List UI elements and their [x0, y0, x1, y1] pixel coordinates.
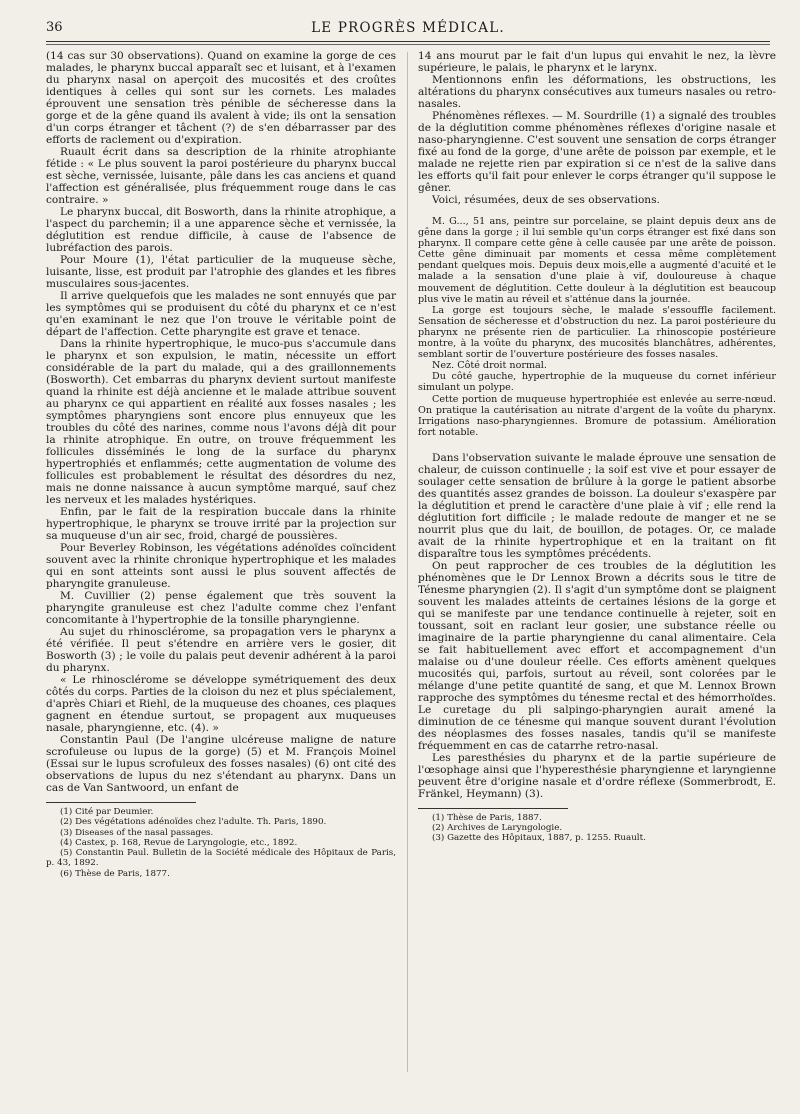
- footnote: (3) Gazette des Hôpitaux, 1887, p. 1255. Ruault.: [432, 833, 646, 844]
- paragraph: Dans la rhinite hypertrophique, le muco-pus s'accumule dans le pharynx et son expulsion, le matin, nécessite un effort considérable de la part du malade, qui a des graillonnements (Bosworth). Cet embarras du pharynx devient surtout manifeste quand la rhinite est déjà ancienne et le malade attribue souvent au pharynx ce qui appartient en réalité aux fosses nasales ; les symptômes pharyngiens sont encore plus ennuyeux que les troubles du côté des narines, comme nous l'avons déjà dit pour la rhinite atrophique. En outre, on trouve fréquemment les follicules disséminés le long de la surface du pharynx hypertrophiés et enflammés; cette augmentation de volume des follicules est probablement le résultat des désordres du nez, mais ne donne naissance à aucun symptôme marqué, sauf chez les nerveux et les malades hystériques.: [46, 338, 396, 506]
- paragraph: Constantin Paul (De l'angine ulcéreuse maligne de nature scrofuleuse ou lupus de la gorge) (5) et M. François Moinel (Essai sur le lupus scrofuleux des fosses nasales) (6) ont cité des observations de lupus du nez s'étendant au pharynx. Dans un cas de Van Santwoord, un enfant de: [46, 734, 396, 794]
- paragraph: Les paresthésies du pharynx et de la partie supérieure de l'œsophage ainsi que l'hyperesthésie pharyngienne et laryngienne peuvent être d'origine nasale et d'ordre réflexe (Sommerbrodt, E. Fränkel, Heymann) (3).: [418, 751, 776, 800]
- running-title: LE PROGRÈS MÉDICAL.: [311, 20, 505, 36]
- spacer: [418, 206, 776, 216]
- footnote: (5) Constantin Paul. Bulletin de la Société médicale des Hôpitaux de Paris, p. 43, 1892.: [46, 848, 396, 869]
- paragraph: M. Cuvillier (2) pense également que très souvent la pharyngite granuleuse est chez l'adulte comme chez l'enfant concomitante à l'hypertrophie de la tonsille pharyngienne.: [46, 590, 396, 626]
- header-rule-thin: [46, 44, 770, 45]
- page-number: 36: [46, 20, 63, 35]
- column-separator: [407, 52, 408, 1072]
- footnote: (1) Thèse de Paris, 1887.: [432, 812, 542, 823]
- observation-paragraph: Du côté gauche, hypertrophie de la muqueuse du cornet inférieur simulant un polype.: [418, 371, 776, 394]
- paragraph: On peut rapprocher de ces troubles de la déglutition les phénomènes que le Dr Lennox Brown a décrits sous le titre de Ténesme pharyngien (2). Il s'agit d'un symptôme dont se plaignent souvent les malades atteints de certaines lésions de la gorge et qui se manifeste par une tendance continuelle à rejeter, soit en toussant, soit en raclant leur gosier, une substance réelle ou imaginaire de la partie pharyngienne du canal alimentaire. Cela se fait habituellement avec effort et accompagnement d'un malaise ou d'une douleur réelle. Ces efforts amènent quelques mucosités qui, parfois, surtout au réveil, sont colorées par le mélange d'une petite quantité de sang, et que M. Lennox Brown rapproche des symptômes du ténesme rectal et des hémorrhoïdes. Le curetage du pli salpingo-pharyngien aurait amené la diminution de ce ténesme qui manque souvent durant l'évolution des néoplasmes des fosses nasales, tandis qu'il se manifeste fréquemment en cas de catarrhe retro-nasal.: [418, 559, 776, 752]
- case-observation: [418, 216, 776, 438]
- footnote: (4) Castex, p. 168, Revue de Laryngologie, etc., 1892.: [60, 837, 298, 848]
- paragraph: Dans l'observation suivante le malade éprouve une sensation de chaleur, de cuisson continuelle ; la soif est vive et pour essayer de soulager cette sensation de brûlure à la gorge le patient absorbe des quantités assez grandes de boisson. La douleur s'exaspère par la déglutition et prend le caractère d'une plaie à vif ; elle rend la déglutition fort difficile ; le malade redoute de manger et ne se nourrit plus que du lait, de bouillon, de potages. Or, ce malade avait de la rhinite hypertrophique et en la traitant on fit disparaître tous les symptômes précédents.: [418, 451, 776, 560]
- paragraph: Phénomènes réflexes. — M. Sourdrille (1) a signalé des troubles de la déglutition comme phénomènes réflexes d'origine nasale et naso-pharyngienne. C'est souvent une sensation de corps étranger fixé au fond de la gorge, d'une arête de poisson par exemple, et le malade ne rejette rien par expiration si ce n'est de la salive dans les efforts qu'il fait pour enlever le corps étranger qu'il suppose le gêner.: [418, 110, 776, 194]
- footnote-rule: [418, 808, 568, 809]
- paragraph: « Le rhinosclérome se développe symétriquement des deux côtés du corps. Parties de la cloison du nez et plus spécialement, d'après Chiari et Riehl, de la muqueuse des choanes, ces plaques gagnent en étendue surtout, se propagent aux muqueuses nasale, pharyngienne, etc. (4). »: [46, 674, 396, 734]
- paragraph: Le pharynx buccal, dit Bosworth, dans la rhinite atrophique, a l'aspect du parchemin; il a une apparence sèche et vernissée, la déglutition est rendue difficile, à cause de l'absence de lubréfaction des parois.: [46, 206, 396, 254]
- paragraph: Pour Moure (1), l'état particulier de la muqueuse sèche, luisante, lisse, est produit par l'atrophie des glandes et les fibres musculaires sous-jacentes.: [46, 254, 396, 290]
- footnote: (3) Diseases of the nasal passages.: [60, 827, 214, 838]
- paragraph: Enfin, par le fait de la respiration buccale dans la rhinite hypertrophique, le pharynx se trouve irrité par la projection sur sa muqueuse d'un air sec, froid, chargé de poussières.: [46, 506, 396, 542]
- observation-paragraph: M. G..., 51 ans, peintre sur porcelaine, se plaint depuis deux ans de gêne dans la gorge ; il lui semble qu'un corps étranger est fixé dans son pharynx. Il compare cette gêne à celle causée par une arête de poisson. Cette gêne diminuait par moments et cessa même complètement pendant quelques mois. Depuis deux mois,elle a augmenté d'acuité et le malade a la sensation d'une plaie à vif, douloureuse à chaque mouvement de déglutition. Cette douleur à la déglutition est beaucoup plus vive le matin au réveil et s'atténue dans la journée.: [418, 216, 776, 305]
- paragraph: 14 ans mourut par le fait d'un lupus qui envahit le nez, la lèvre supérieure, le palais, le pharynx et le larynx.: [418, 50, 776, 74]
- header-rule: [46, 41, 770, 42]
- left-column: [46, 50, 396, 879]
- observation-paragraph: La gorge est toujours sèche, le malade s'essouffle facilement. Sensation de sécheresse et d'obstruction du nez. La paroi postérieure du pharynx ne présente rien de particulier. La rhinoscopie postérieure montre, à la voûte du pharynx, des mucosités blanchâtres, adhérentes, semblant sortir de l'ouverture postérieure des fosses nasales.: [418, 304, 776, 361]
- paragraph: Ruault écrit dans sa description de la rhinite atrophiante fétide : « Le plus souvent la paroi postérieure du pharynx buccal est sèche, vernissée, luisante, pâle dans les cas anciens et quand l'affection est généralisée, plus fréquemment rouge dans le cas contraire. »: [46, 146, 396, 206]
- right-column: [418, 50, 776, 844]
- footnote: (2) Des végétations adénoïdes chez l'adulte. Th. Paris, 1890.: [60, 817, 327, 828]
- spacer: [418, 438, 776, 452]
- footnote: (2) Archives de Laryngologie.: [432, 823, 563, 834]
- paragraph: Il arrive quelquefois que les malades ne sont ennuyés que par les symptômes qui se produisent du côté du pharynx et ce n'est qu'en examinant le nez que l'on trouve le véritable point de départ de l'affection. Cette pharyngite est grave et tenace.: [46, 290, 396, 338]
- paragraph: Au sujet du rhinosclérome, sa propagation vers le pharynx a été vérifiée. Il peut s'étendre en arrière vers le gosier, dit Bosworth (3) ; le voile du palais peut devenir adhérent à la paroi du pharynx.: [46, 626, 396, 674]
- page-header: [46, 20, 770, 40]
- footnote-rule: [46, 802, 196, 803]
- observation-paragraph: Cette portion de muqueuse hypertrophiée est enlevée au serre-nœud. On pratique la cautérisation au nitrate d'argent de la voûte du pharynx. Irrigations naso-pharyngiennes. Bromure de potassium. Amélioration fort notable.: [418, 393, 776, 438]
- paragraph: Mentionnons enfin les déformations, les obstructions, les altérations du pharynx consécutives aux tumeurs nasales ou retro-nasales.: [418, 74, 776, 110]
- footnote: (6) Thèse de Paris, 1877.: [60, 868, 170, 879]
- footnote: (1) Cité par Deumier.: [60, 807, 154, 817]
- observation-paragraph: Nez. Côté droit normal.: [432, 360, 547, 372]
- paragraph: (14 cas sur 30 observations). Quand on examine la gorge de ces malades, le pharynx buccal apparaît sec et luisant, et à l'examen du pharynx nasal on aperçoit des mucosités et des croûtes identiques à celles qui sont sur les cornets. Les malades éprouvent une sensation très pénible de sécheresse dans la gorge et de la gêne quand ils avalent à vide; ils ont la sensation d'un corps étranger et tâchent (?) de s'en débarrasser par des efforts de raclement ou d'expiration.: [46, 50, 396, 146]
- paragraph: Pour Beverley Robinson, les végétations adénoïdes coïncident souvent avec la rhinite chronique hypertrophique et les malades qui en sont atteints sont aussi le plus souvent affectés de pharyngite granuleuse.: [46, 542, 396, 590]
- paragraph: Voici, résumées, deux de ses observations.: [432, 194, 660, 206]
